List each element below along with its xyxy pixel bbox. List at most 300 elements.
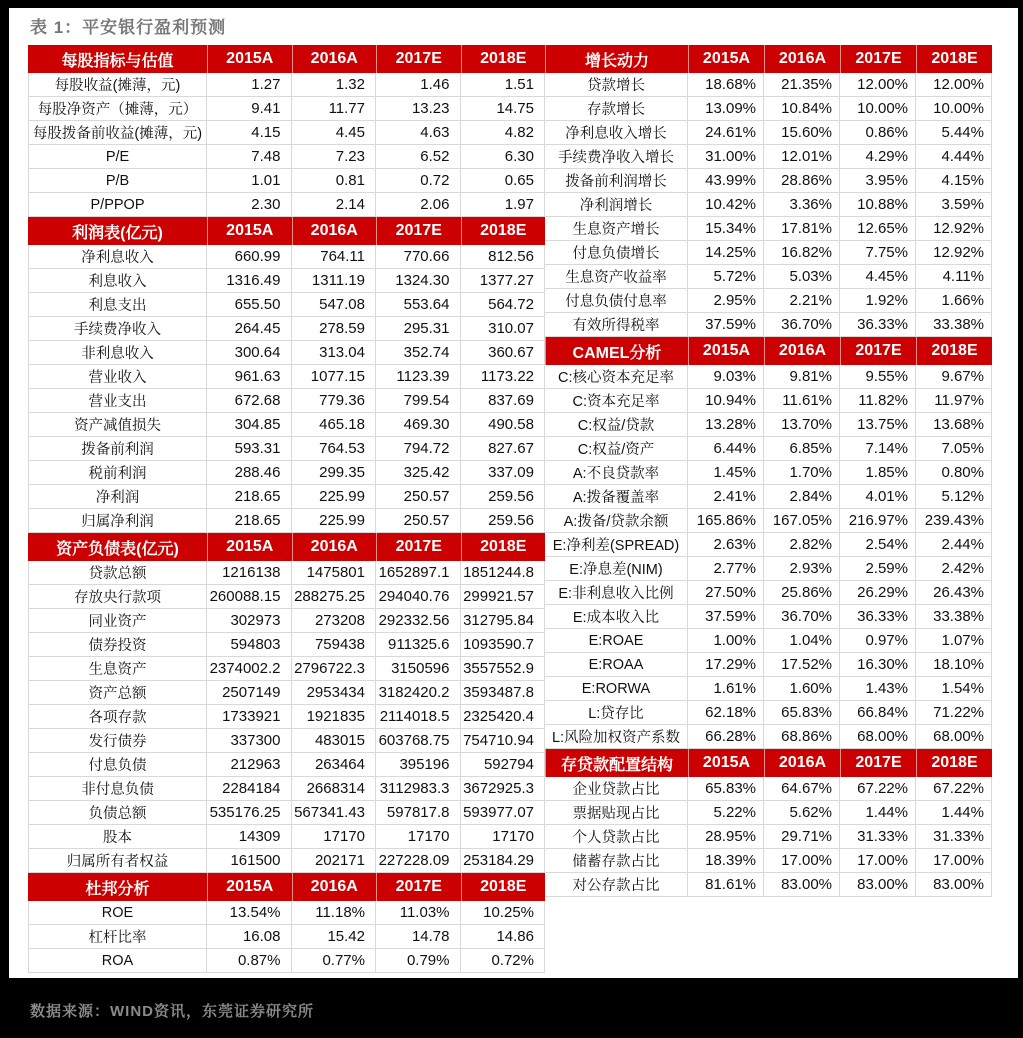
value-cell: 312795.84	[461, 609, 546, 633]
section-header-row	[545, 749, 992, 777]
row-label-cell: 非付息负债	[28, 777, 207, 801]
row-label-cell: 手续费净收入增长	[545, 145, 688, 169]
value-cell: 300.64	[207, 341, 292, 365]
table-row	[545, 801, 992, 825]
row-label-cell: E:净利差(SPREAD)	[545, 533, 688, 557]
value-cell: 2.59%	[840, 557, 916, 581]
value-cell: 593.31	[207, 437, 292, 461]
table-row	[545, 461, 992, 485]
row-label-cell: L:贷存比	[545, 701, 688, 725]
value-cell: 13.23	[376, 97, 461, 121]
value-cell: 7.23	[292, 145, 377, 169]
value-cell: 827.67	[461, 437, 546, 461]
table-row	[545, 169, 992, 193]
row-label-cell: C:核心资本充足率	[545, 365, 688, 389]
year-header-cell: 2018E	[461, 45, 546, 73]
right-table	[545, 45, 992, 897]
value-cell: 225.99	[292, 485, 377, 509]
value-cell: 216.97%	[840, 509, 916, 533]
row-label-cell: 付息负债	[28, 753, 207, 777]
value-cell: 13.75%	[840, 413, 916, 437]
value-cell: 295.31	[376, 317, 461, 341]
table-row	[545, 701, 992, 725]
value-cell: 4.01%	[840, 485, 916, 509]
table-row	[28, 509, 545, 533]
year-header-cell: 2018E	[461, 533, 546, 561]
row-label-cell: E:非利息收入比例	[545, 581, 688, 605]
table-row	[28, 561, 545, 585]
value-cell: 0.81	[292, 169, 377, 193]
value-cell: 37.59%	[688, 605, 764, 629]
table-row	[28, 121, 545, 145]
value-cell: 218.65	[207, 509, 292, 533]
section-header-row	[28, 533, 545, 561]
value-cell: 81.61%	[688, 873, 764, 897]
row-label-cell: 票据贴现占比	[545, 801, 688, 825]
section-title-cell: CAMEL分析	[545, 337, 688, 365]
value-cell: 273208	[292, 609, 377, 633]
value-cell: 10.42%	[688, 193, 764, 217]
value-cell: 592794	[461, 753, 546, 777]
value-cell: 2.06	[376, 193, 461, 217]
row-label-cell: 企业贷款占比	[545, 777, 688, 801]
section-title-cell: 增长动力	[545, 45, 688, 73]
value-cell: 2.41%	[688, 485, 764, 509]
value-cell: 483015	[292, 729, 377, 753]
value-cell: 0.79%	[376, 949, 461, 973]
value-cell: 325.42	[376, 461, 461, 485]
table-row	[545, 581, 992, 605]
value-cell: 1123.39	[376, 365, 461, 389]
value-cell: 961.63	[207, 365, 292, 389]
value-cell: 352.74	[376, 341, 461, 365]
section-title-cell: 存贷款配置结构	[545, 749, 688, 777]
year-header-cell: 2015A	[207, 45, 292, 73]
section-title-cell: 利润表(亿元)	[72, 224, 163, 242]
value-cell: 0.65	[461, 169, 546, 193]
value-cell: 1652897.1	[376, 561, 461, 585]
value-cell: 5.12%	[916, 485, 992, 509]
table-row	[28, 461, 545, 485]
row-label-cell: P/PPOP	[28, 193, 207, 217]
year-header-cell: 2017E	[376, 873, 461, 901]
value-cell: 302973	[207, 609, 292, 633]
value-cell: 4.44%	[916, 145, 992, 169]
value-cell: 1.44%	[916, 801, 992, 825]
value-cell: 12.92%	[916, 241, 992, 265]
value-cell: 31.33%	[840, 825, 916, 849]
value-cell: 10.00%	[840, 97, 916, 121]
row-label-cell: ROA	[28, 949, 207, 973]
value-cell: 1733921	[207, 705, 292, 729]
value-cell: 18.68%	[688, 73, 764, 97]
value-cell: 212963	[207, 753, 292, 777]
forecast-tables	[28, 45, 992, 973]
row-label-cell: L:风险加权资产系数	[545, 725, 688, 749]
table-row	[545, 97, 992, 121]
table-row	[545, 533, 992, 557]
value-cell: 5.22%	[688, 801, 764, 825]
value-cell: 1.85%	[840, 461, 916, 485]
value-cell: 812.56	[461, 245, 546, 269]
value-cell: 10.94%	[688, 389, 764, 413]
value-cell: 31.33%	[916, 825, 992, 849]
table-row	[28, 145, 545, 169]
value-cell: 1077.15	[292, 365, 377, 389]
value-cell: 10.88%	[840, 193, 916, 217]
table-row	[28, 269, 545, 293]
value-cell: 2.30	[207, 193, 292, 217]
value-cell: 64.67%	[764, 777, 840, 801]
value-cell: 1921835	[292, 705, 377, 729]
table-row	[28, 705, 545, 729]
value-cell: 2.95%	[688, 289, 764, 313]
value-cell: 294040.76	[376, 585, 461, 609]
row-label-cell: 利息收入	[28, 269, 207, 293]
value-cell: 12.01%	[764, 145, 840, 169]
value-cell: 304.85	[207, 413, 292, 437]
value-cell: 469.30	[376, 413, 461, 437]
value-cell: 1173.22	[461, 365, 546, 389]
value-cell: 2.82%	[764, 533, 840, 557]
value-cell: 17.00%	[916, 849, 992, 873]
value-cell: 292332.56	[376, 609, 461, 633]
row-label-cell: 生息资产增长	[545, 217, 688, 241]
value-cell: 7.05%	[916, 437, 992, 461]
left-table	[28, 45, 545, 973]
row-label-cell: 贷款总额	[28, 561, 207, 585]
value-cell: 13.70%	[764, 413, 840, 437]
table-row	[28, 73, 545, 97]
row-label-cell: A:不良贷款率	[545, 461, 688, 485]
value-cell: 0.86%	[840, 121, 916, 145]
value-cell: 33.38%	[916, 313, 992, 337]
table-row	[28, 801, 545, 825]
value-cell: 799.54	[376, 389, 461, 413]
value-cell: 12.00%	[840, 73, 916, 97]
value-cell: 603768.75	[376, 729, 461, 753]
value-cell: 278.59	[292, 317, 377, 341]
value-cell: 14.78	[376, 925, 461, 949]
value-cell: 28.95%	[688, 825, 764, 849]
table-row	[545, 725, 992, 749]
value-cell: 10.00%	[916, 97, 992, 121]
row-label-cell: 每股拨备前收益(摊薄，元)	[28, 121, 207, 145]
value-cell: 68.00%	[916, 725, 992, 749]
table-row	[545, 241, 992, 265]
section-header-row	[28, 45, 545, 73]
table-row	[28, 485, 545, 509]
value-cell: 36.70%	[764, 605, 840, 629]
value-cell: 68.86%	[764, 725, 840, 749]
value-cell: 313.04	[292, 341, 377, 365]
value-cell: 11.97%	[916, 389, 992, 413]
value-cell: 1.92%	[840, 289, 916, 313]
row-label-cell: 净利息收入增长	[545, 121, 688, 145]
table-row	[28, 729, 545, 753]
value-cell: 337.09	[461, 461, 546, 485]
value-cell: 1.61%	[688, 677, 764, 701]
table-row	[28, 97, 545, 121]
row-label-cell: E:净息差(NIM)	[545, 557, 688, 581]
value-cell: 2.21%	[764, 289, 840, 313]
value-cell: 36.33%	[840, 313, 916, 337]
value-cell: 7.48	[207, 145, 292, 169]
table-row	[545, 557, 992, 581]
row-label-cell: 生息资产	[28, 657, 207, 681]
value-cell: 1851244.8	[461, 561, 546, 585]
value-cell: 13.09%	[688, 97, 764, 121]
row-label-cell: 存放央行款项	[28, 585, 207, 609]
value-cell: 67.22%	[840, 777, 916, 801]
row-label-cell: 营业收入	[28, 365, 207, 389]
section-title-cell: 杜邦分析	[85, 880, 150, 898]
value-cell: 764.53	[292, 437, 377, 461]
value-cell: 0.72	[376, 169, 461, 193]
year-header-cell: 2017E	[840, 337, 916, 365]
value-cell: 1.45%	[688, 461, 764, 485]
value-cell: 12.00%	[916, 73, 992, 97]
value-cell: 4.45	[292, 121, 377, 145]
value-cell: 660.99	[207, 245, 292, 269]
value-cell: 17.52%	[764, 653, 840, 677]
table-row	[545, 265, 992, 289]
row-label-cell: 付息负债付息率	[545, 289, 688, 313]
value-cell: 2.84%	[764, 485, 840, 509]
value-cell: 2668314	[292, 777, 377, 801]
section-header-row	[545, 337, 992, 365]
value-cell: 250.57	[376, 509, 461, 533]
value-cell: 299921.57	[461, 585, 546, 609]
value-cell: 27.50%	[688, 581, 764, 605]
value-cell: 218.65	[207, 485, 292, 509]
value-cell: 1.01	[207, 169, 292, 193]
value-cell: 553.64	[376, 293, 461, 317]
value-cell: 3.95%	[840, 169, 916, 193]
year-header-cell: 2016A	[292, 533, 377, 561]
row-label-cell: 各项存款	[28, 705, 207, 729]
year-header-cell: 2016A	[764, 337, 840, 365]
year-header-cell: 2015A	[688, 45, 764, 73]
value-cell: 13.28%	[688, 413, 764, 437]
value-cell: 0.80%	[916, 461, 992, 485]
value-cell: 0.77%	[292, 949, 377, 973]
value-cell: 1.27	[207, 73, 292, 97]
table-row	[545, 413, 992, 437]
table-row	[28, 949, 545, 973]
row-label-cell: 净利息收入	[28, 245, 207, 269]
report-page	[9, 8, 1018, 978]
table-row	[545, 313, 992, 337]
year-header-cell: 2017E	[376, 217, 461, 245]
value-cell: 1.04%	[764, 629, 840, 653]
value-cell: 3112983.3	[376, 777, 461, 801]
value-cell: 759438	[292, 633, 377, 657]
value-cell: 15.34%	[688, 217, 764, 241]
value-cell: 36.33%	[840, 605, 916, 629]
row-label-cell: C:权益/资产	[545, 437, 688, 461]
value-cell: 33.38%	[916, 605, 992, 629]
value-cell: 250.57	[376, 485, 461, 509]
value-cell: 5.03%	[764, 265, 840, 289]
value-cell: 299.35	[292, 461, 377, 485]
table-row	[28, 849, 545, 873]
value-cell: 764.11	[292, 245, 377, 269]
value-cell: 36.70%	[764, 313, 840, 337]
table-row	[28, 777, 545, 801]
value-cell: 655.50	[207, 293, 292, 317]
table-row	[545, 485, 992, 509]
value-cell: 1.43%	[840, 677, 916, 701]
value-cell: 9.55%	[840, 365, 916, 389]
table-row	[545, 825, 992, 849]
year-header-cell: 2015A	[688, 749, 764, 777]
row-label-cell: 存款增长	[545, 97, 688, 121]
row-label-cell: 归属所有者权益	[28, 849, 207, 873]
row-label-cell: 发行债券	[28, 729, 207, 753]
value-cell: 2374002.2	[207, 657, 292, 681]
value-cell: 15.42	[292, 925, 377, 949]
value-cell: 4.82	[461, 121, 546, 145]
row-label-cell: 贷款增长	[545, 73, 688, 97]
table-row	[545, 217, 992, 241]
row-label-cell: C:权益/贷款	[545, 413, 688, 437]
value-cell: 6.44%	[688, 437, 764, 461]
value-cell: 167.05%	[764, 509, 840, 533]
value-cell: 2114018.5	[376, 705, 461, 729]
value-cell: 1316.49	[207, 269, 292, 293]
table-row	[28, 633, 545, 657]
row-label-cell: 拨备前利润增长	[545, 169, 688, 193]
value-cell: 2953434	[292, 681, 377, 705]
value-cell: 337300	[207, 729, 292, 753]
row-label-cell: A:拨备覆盖率	[545, 485, 688, 509]
value-cell: 17.00%	[840, 849, 916, 873]
value-cell: 11.03%	[376, 901, 461, 925]
value-cell: 15.60%	[764, 121, 840, 145]
value-cell: 594803	[207, 633, 292, 657]
value-cell: 4.29%	[840, 145, 916, 169]
value-cell: 17170	[376, 825, 461, 849]
value-cell: 6.30	[461, 145, 546, 169]
value-cell: 83.00%	[764, 873, 840, 897]
value-cell: 3182420.2	[376, 681, 461, 705]
table-row	[28, 657, 545, 681]
section-header-row	[28, 217, 545, 245]
table-row	[545, 389, 992, 413]
value-cell: 10.84%	[764, 97, 840, 121]
table-row	[28, 901, 545, 925]
value-cell: 1216138	[207, 561, 292, 585]
row-label-cell: 手续费净收入	[28, 317, 207, 341]
value-cell: 5.44%	[916, 121, 992, 145]
value-cell: 43.99%	[688, 169, 764, 193]
year-header-cell: 2017E	[376, 45, 461, 73]
row-label-cell: 每股收益(摊薄，元)	[28, 73, 207, 97]
table-row	[28, 753, 545, 777]
value-cell: 14309	[207, 825, 292, 849]
value-cell: 259.56	[461, 485, 546, 509]
value-cell: 225.99	[292, 509, 377, 533]
row-label-cell: 净利润增长	[545, 193, 688, 217]
table-row	[28, 317, 545, 341]
table-row	[545, 73, 992, 97]
year-header-cell: 2018E	[916, 337, 992, 365]
value-cell: 65.83%	[764, 701, 840, 725]
value-cell: 4.11%	[916, 265, 992, 289]
row-label-cell: 生息资产收益率	[545, 265, 688, 289]
value-cell: 12.92%	[916, 217, 992, 241]
value-cell: 71.22%	[916, 701, 992, 725]
value-cell: 672.68	[207, 389, 292, 413]
value-cell: 3557552.9	[461, 657, 546, 681]
value-cell: 67.22%	[916, 777, 992, 801]
value-cell: 1377.27	[461, 269, 546, 293]
value-cell: 259.56	[461, 509, 546, 533]
value-cell: 5.62%	[764, 801, 840, 825]
value-cell: 1.54%	[916, 677, 992, 701]
row-label-cell: 有效所得税率	[545, 313, 688, 337]
table-row	[28, 365, 545, 389]
value-cell: 1.97	[461, 193, 546, 217]
row-label-cell: E:ROAE	[545, 629, 688, 653]
value-cell: 597817.8	[376, 801, 461, 825]
year-header-cell: 2018E	[916, 749, 992, 777]
row-label-cell: 债券投资	[28, 633, 207, 657]
value-cell: 29.71%	[764, 825, 840, 849]
value-cell: 66.84%	[840, 701, 916, 725]
value-cell: 1.32	[292, 73, 377, 97]
value-cell: 11.77	[292, 97, 377, 121]
row-label-cell: 股本	[28, 825, 207, 849]
value-cell: 17170	[292, 825, 377, 849]
row-label-cell: E:RORWA	[545, 677, 688, 701]
value-cell: 2284184	[207, 777, 292, 801]
value-cell: 37.59%	[688, 313, 764, 337]
table-row	[28, 413, 545, 437]
value-cell: 18.10%	[916, 653, 992, 677]
row-label-cell: 利息支出	[28, 293, 207, 317]
row-label-cell: A:拨备/贷款余额	[545, 509, 688, 533]
value-cell: 3.36%	[764, 193, 840, 217]
value-cell: 2.44%	[916, 533, 992, 557]
table-row	[28, 293, 545, 317]
value-cell: 7.75%	[840, 241, 916, 265]
table-row	[545, 777, 992, 801]
value-cell: 1.66%	[916, 289, 992, 313]
table-row	[545, 437, 992, 461]
value-cell: 1.51	[461, 73, 546, 97]
value-cell: 21.35%	[764, 73, 840, 97]
year-header-cell: 2018E	[916, 45, 992, 73]
value-cell: 65.83%	[688, 777, 764, 801]
row-label-cell: 储蓄存款占比	[545, 849, 688, 873]
value-cell: 4.15%	[916, 169, 992, 193]
table-row	[545, 509, 992, 533]
value-cell: 28.86%	[764, 169, 840, 193]
table-row	[28, 609, 545, 633]
value-cell: 395196	[376, 753, 461, 777]
value-cell: 310.07	[461, 317, 546, 341]
value-cell: 547.08	[292, 293, 377, 317]
value-cell: 1.07%	[916, 629, 992, 653]
value-cell: 490.58	[461, 413, 546, 437]
value-cell: 4.45%	[840, 265, 916, 289]
value-cell: 260088.15	[207, 585, 292, 609]
value-cell: 360.67	[461, 341, 546, 365]
value-cell: 1311.19	[292, 269, 377, 293]
row-label-cell: E:成本收入比	[545, 605, 688, 629]
